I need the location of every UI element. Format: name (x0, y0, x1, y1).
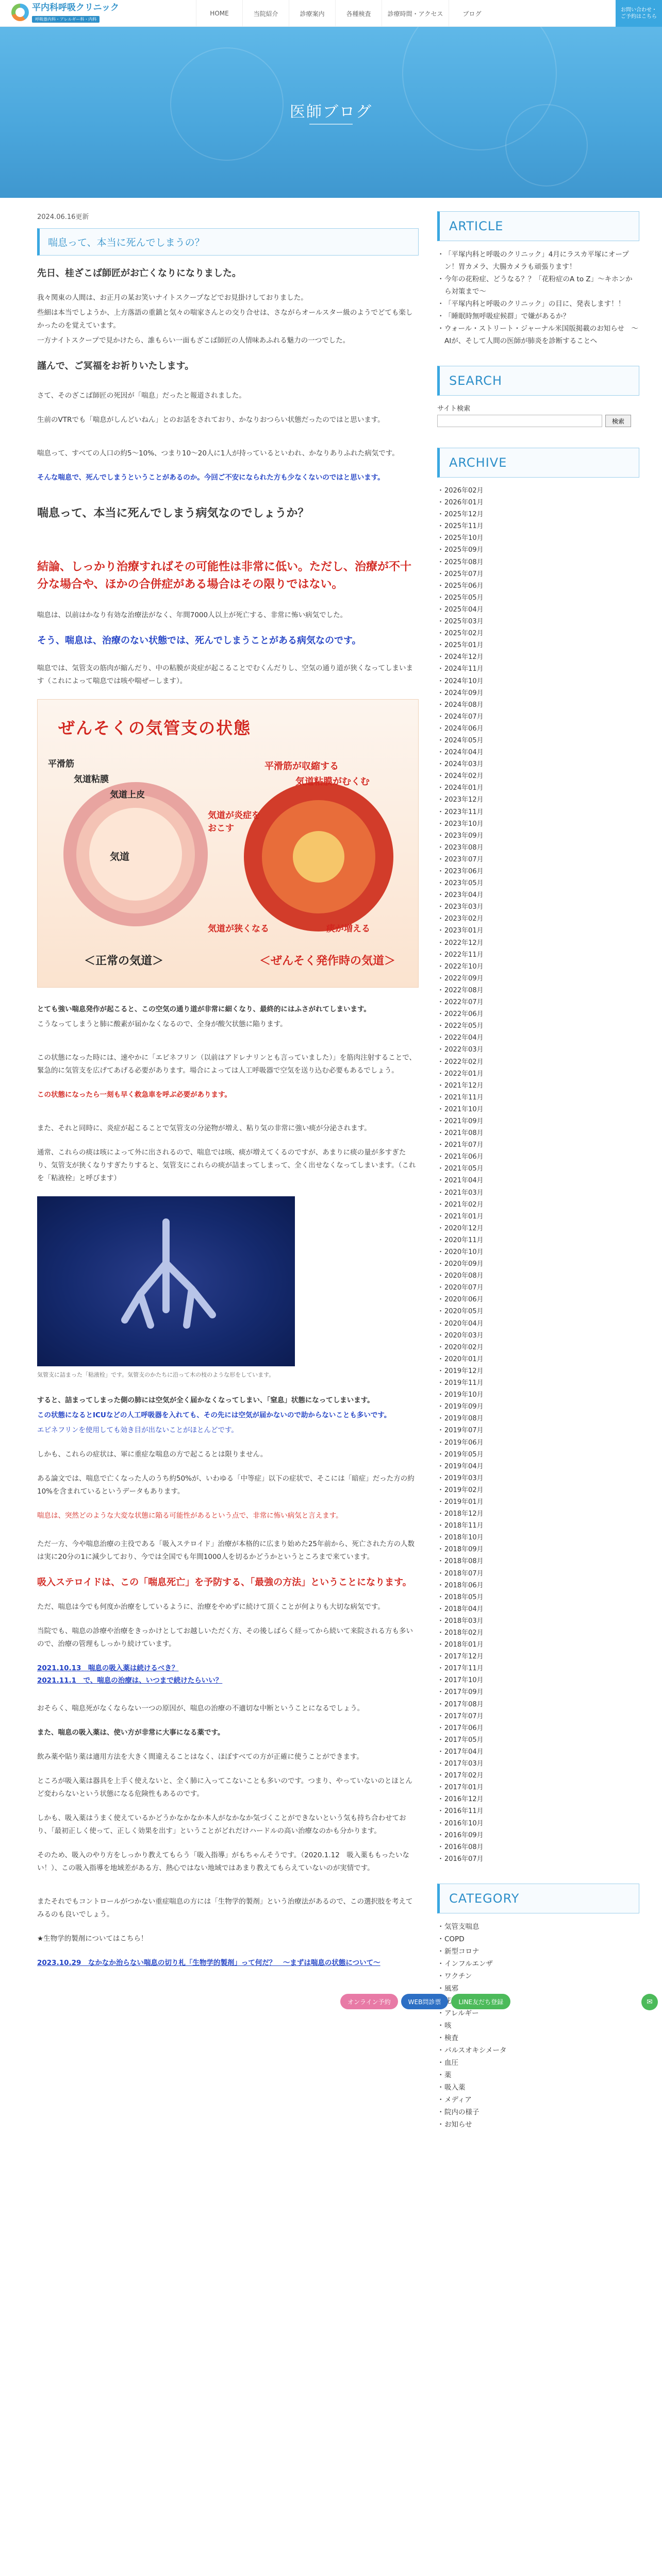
archive-link[interactable]: ・ 2021年03月 (437, 1187, 639, 1199)
page-hero (0, 27, 662, 198)
archive-link[interactable]: ・ 2021年10月 (437, 1104, 639, 1115)
archive-link[interactable]: ・ 2024年08月 (437, 699, 639, 711)
archive-link[interactable]: ・ 2016年10月 (437, 1818, 639, 1829)
related-link[interactable]: 2021.11.1 で、喘息の治療は、いつまで続けたらいい？ (37, 1676, 223, 1685)
archive-link[interactable]: ・ 2017年12月 (437, 1651, 639, 1663)
paragraph: しかも、吸入薬はうまく使えているかどうかなかなか本人がなかなか気づくことができないという気も持ち合わせており、「最初正しく使って、正しく効果を出す」ということがどれだけハードルの高い治療なのかも分かります。 (37, 1814, 406, 1835)
paragraph: すると、詰まってしまった側の肺には空気が全く届かなくなってしまい、「窒息」状態になってしまいます。 (37, 1396, 374, 1404)
paragraph: 些細は本当でしようか、上方落語の重鎮と気々の喘家さんとの交り合せは、さながらオールスター級のようでどても楽しかったのを覚えています。 (37, 309, 413, 330)
archive-heading: ARCHIVE (437, 448, 639, 478)
archive-link[interactable]: ・ 2024年10月 (437, 675, 639, 687)
category-link[interactable]: ・ お知らせ (437, 2119, 639, 2131)
fig-caption-normal: ＜正常の気道＞ (84, 955, 164, 968)
paragraph: 我々関東の人間は、お正月の某お笑いナイトスクープなどでお見掛けしておりました。 (37, 294, 308, 302)
archive-link[interactable]: ・ 2021年12月 (437, 1080, 639, 1092)
line-button[interactable]: LINE友だち登録 (451, 1994, 510, 2009)
archive-link[interactable]: ・ 2019年10月 (437, 1389, 639, 1401)
archive-link[interactable]: ・ 2024年07月 (437, 711, 639, 723)
related-link[interactable]: 2021.10.13 喘息の吸入薬は続けるべき？ (37, 1664, 179, 1672)
archive-link[interactable]: ・ 2023年02月 (437, 913, 639, 925)
paragraph: この状態になるとICUなどの人工呼吸器を入れても、その先には空気が届かないので助からないことも多いです。 (37, 1411, 391, 1419)
category-link[interactable]: ・ 薬 (437, 2069, 639, 2081)
archive-link[interactable]: ・ 2016年11月 (437, 1805, 639, 1817)
archive-link[interactable]: ・ 2021年02月 (437, 1199, 639, 1211)
archive-link[interactable]: ・ 2022年06月 (437, 1008, 639, 1020)
online-reservation-button[interactable]: オンライン予約 (340, 1994, 398, 2009)
archive-link[interactable]: ・ 2021年07月 (437, 1139, 639, 1151)
archive-link[interactable]: ・ 2017年03月 (437, 1758, 639, 1770)
archive-link[interactable]: ・ 2018年03月 (437, 1615, 639, 1627)
archive-link[interactable]: ・ 2020年07月 (437, 1282, 639, 1294)
article-list (437, 248, 639, 347)
paragraph: この状態になった時には、速やかに「エピネフリン（以前はアドレナリンとも言っていました）」を筋肉注射することで、緊急的に気管支を広げてあげる必要があります。場合によっては人工呼吸器で空気を送り込む必要もあるでしょう。 (37, 1054, 416, 1075)
category-link[interactable]: ・ 検査 (437, 2032, 639, 2044)
archive-link[interactable]: ・ 2017年04月 (437, 1746, 639, 1758)
category-link[interactable]: ・ 吸入薬 (437, 2081, 639, 2094)
emphasis: そう、喘息は、治療のない状態では、死んでしまうことがある病気なのです。 (37, 635, 361, 646)
archive-link[interactable]: ・ 2018年02月 (437, 1627, 639, 1639)
archive-link[interactable]: ・ 2018年07月 (437, 1568, 639, 1580)
archive-list (437, 485, 639, 1865)
sidebar (437, 211, 639, 2149)
archive-link[interactable]: ・ 2020年08月 (437, 1270, 639, 1282)
fig-label: 気道が狭くなる (208, 924, 269, 934)
archive-link[interactable]: ・ 2018年06月 (437, 1580, 639, 1591)
archive-link[interactable]: ・ 2022年08月 (437, 985, 639, 996)
fig-label: 痰が増える (326, 924, 370, 934)
archive-link[interactable]: ・ 2025年05月 (437, 592, 639, 604)
condolence: 謹んで、ご冥福をお祈りいたします。 (37, 361, 194, 371)
archive-link[interactable]: ・ 2020年10月 (437, 1246, 639, 1258)
archive-link[interactable]: ・ 2025年10月 (437, 532, 639, 544)
archive-link[interactable]: ・ 2018年12月 (437, 1508, 639, 1520)
archive-link[interactable]: ・ 2019年01月 (437, 1496, 639, 1508)
archive-link[interactable]: ・ 2020年01月 (437, 1353, 639, 1365)
logo-text: 平内科呼吸クリニック (32, 2, 119, 13)
archive-link[interactable]: ・ 2022年05月 (437, 1020, 639, 1032)
mucus-plug-image (37, 1196, 295, 1366)
archive-link[interactable]: ・ 2023年05月 (437, 877, 639, 889)
archive-link[interactable]: ・ 2017年02月 (437, 1770, 639, 1782)
archive-link[interactable]: ・ 2025年07月 (437, 568, 639, 580)
search-form (437, 415, 639, 427)
archive-link[interactable]: ・ 2022年03月 (437, 1044, 639, 1056)
nav-about[interactable]: 当院紹介 (242, 0, 289, 27)
archive-link[interactable]: ・ 2024年04月 (437, 747, 639, 758)
paragraph: おそらく、喘息死がなくならない一つの原因が、喘息の治療の不適切な中断ということになるでしょう。 (37, 1704, 365, 1713)
search-button[interactable]: 検索 (605, 415, 631, 427)
nav-access[interactable]: 診療時間・アクセス (382, 0, 449, 27)
archive-link[interactable]: ・ 2023年06月 (437, 866, 639, 877)
archive-link[interactable]: ・ 2023年12月 (437, 794, 639, 806)
archive-link[interactable]: ・ 2022年10月 (437, 961, 639, 973)
archive-link[interactable]: ・ 2018年08月 (437, 1555, 639, 1567)
archive-link[interactable]: ・ 2017年07月 (437, 1710, 639, 1722)
archive-link[interactable]: ・ 2021年11月 (437, 1092, 639, 1104)
bronchial-tree-icon (109, 1217, 223, 1330)
fig-label: 気道が炎症をおこす (208, 810, 260, 834)
paragraph: 喘息は、以前はかなり有効な治療法がなく、年間7000人以上が死亡する、非常に怖い病気でした。 (37, 611, 347, 619)
category-link[interactable]: ・ 風邪 (437, 1982, 639, 1995)
chat-icon[interactable]: ✉ (641, 1994, 658, 2010)
archive-link[interactable]: ・ 2024年06月 (437, 723, 639, 735)
section-heading: 結論、しっかり治療すればその可能性は非常に低い。ただし、治療が不十分な場合や、ほかの合併症がある場合はその限りではない。 (37, 561, 412, 591)
site-header (0, 0, 662, 27)
paragraph: この状態になったら一刻も早く救急車を呼ぶ必要があります。 (37, 1091, 231, 1099)
archive-link[interactable]: ・ 2016年07月 (437, 1853, 639, 1865)
page-title: 医師ブログ (290, 103, 372, 121)
floating-cta (340, 1994, 510, 2009)
archive-link[interactable]: ・ 2018年05月 (437, 1591, 639, 1603)
archive-link[interactable]: ・ 2025年12月 (437, 509, 639, 520)
article-link[interactable]: ・ 「平塚内科と呼吸のクリニック」の目に、発表します！！ (437, 298, 639, 310)
post-date: 2024.06.16更新 (37, 213, 89, 221)
archive-link[interactable]: ・ 2023年11月 (437, 806, 639, 818)
archive-link[interactable]: ・ 2025年03月 (437, 616, 639, 628)
section-heading: 喘息って、本当に死んでしまう病気なのでしょうか？ (37, 507, 309, 520)
search-input[interactable] (437, 415, 602, 427)
paragraph: こうなってしまうと肺に酸素が届かなくなるので、全身が酸欠状態に陥ります。 (37, 1020, 287, 1028)
paragraph: 喘息って、すべての人口の約5〜10%、つまり10〜20人に1人が持っているといわれ、かなりありふれた病気です。 (37, 449, 399, 457)
archive-link[interactable]: ・ 2023年04月 (437, 889, 639, 901)
archive-link[interactable]: ・ 2017年10月 (437, 1674, 639, 1686)
archive-link[interactable]: ・ 2020年06月 (437, 1294, 639, 1306)
archive-link[interactable]: ・ 2019年11月 (437, 1377, 639, 1389)
post-lead: 先日、桂ざこば師匠がお亡くなりになりました。 (37, 268, 241, 279)
archive-link[interactable]: ・ 2020年09月 (437, 1258, 639, 1270)
archive-link[interactable]: ・ 2024年09月 (437, 687, 639, 699)
archive-link[interactable]: ・ 2019年12月 (437, 1365, 639, 1377)
paragraph: 通常、これらの痰は咳によって外に出されるので、喘息では咳、痰が増えてくるのですが、あまりに痰の量が多すぎたり、気管支が狭くなりすぎたりすると、気管支にこれらの痰が詰まってしまって、全く出せなくなってしまいます。（これを「粘液栓」と呼びます） (37, 1148, 416, 1182)
related-links (37, 1957, 419, 1969)
archive-link[interactable]: ・ 2020年12月 (437, 1223, 639, 1234)
post-title: 喘息って、本当に死んでしまうの？ (37, 228, 419, 256)
category-link[interactable]: ・ 咳 (437, 2020, 639, 2032)
fig-label: 気道粘膜 (74, 774, 109, 785)
archive-link[interactable]: ・ 2018年11月 (437, 1520, 639, 1532)
fig-label: 平滑筋が収縮する (264, 761, 339, 772)
figure-title: ぜんそくの気管支の状態 (58, 718, 252, 738)
archive-link[interactable]: ・ 2024年03月 (437, 758, 639, 770)
paragraph: そんな喘息で、死んでしまうということがあるのか。今回ご不安になられた方も少なくないのではと思います。 (37, 473, 385, 482)
fig-label: 気道粘膜がむくむ (295, 776, 370, 787)
archive-link[interactable]: ・ 2025年09月 (437, 544, 639, 556)
nav-services[interactable]: 診療案内 (289, 0, 335, 27)
archive-link[interactable]: ・ 2017年11月 (437, 1663, 639, 1674)
archive-link[interactable]: ・ 2022年11月 (437, 949, 639, 961)
archive-link[interactable]: ・ 2019年07月 (437, 1425, 639, 1436)
nav-home[interactable]: HOME (196, 0, 242, 27)
archive-link[interactable]: ・ 2019年04月 (437, 1461, 639, 1472)
archive-link[interactable]: ・ 2022年12月 (437, 937, 639, 949)
archive-link[interactable]: ・ 2022年07月 (437, 996, 639, 1008)
archive-link[interactable]: ・ 2023年09月 (437, 830, 639, 842)
archive-link[interactable]: ・ 2025年01月 (437, 639, 639, 651)
emphasis: 吸入ステロイドは、この「喘息死亡」を予防する、「最強の方法」ということになります。 (37, 1577, 412, 1588)
category-link[interactable]: ・ 新型コロナ (437, 1945, 639, 1958)
nav-blog[interactable]: ブログ (449, 0, 495, 27)
paragraph: ★生物学的製剤についてはこちら！ (37, 1935, 148, 1943)
archive-link[interactable]: ・ 2020年11月 (437, 1234, 639, 1246)
fig-label: 気道上皮 (110, 790, 145, 800)
archive-link[interactable]: ・ 2017年01月 (437, 1782, 639, 1793)
archive-link[interactable]: ・ 2025年11月 (437, 520, 639, 532)
category-link[interactable]: ・ 気管支喘息 (437, 1921, 639, 1933)
archive-link[interactable]: ・ 2024年11月 (437, 663, 639, 675)
archive-link[interactable]: ・ 2016年09月 (437, 1829, 639, 1841)
article-heading: ARTICLE (437, 211, 639, 241)
archive-link[interactable]: ・ 2019年02月 (437, 1484, 639, 1496)
archive-link[interactable]: ・ 2023年01月 (437, 925, 639, 937)
category-link[interactable]: ・ インフルエンザ (437, 1958, 639, 1970)
archive-link[interactable]: ・ 2021年04月 (437, 1175, 639, 1187)
archive-link[interactable]: ・ 2017年05月 (437, 1734, 639, 1746)
image-caption: 気管支に詰まった「粘液栓」です。気管支のかたちに沿って木の枝のような形をしています。 (37, 1371, 275, 1378)
archive-link[interactable]: ・ 2025年04月 (437, 604, 639, 616)
web-questionnaire-button[interactable]: WEB問診票 (401, 1994, 449, 2009)
paragraph: しかも、これらの症状は、軍に重症な喘息の方で起こるとは限りません。 (37, 1450, 268, 1459)
category-link[interactable]: ・ 血圧 (437, 2057, 639, 2069)
paragraph: 生前のVTRでも「喘息がしんどいねん」とのお話をされており、かなりおつらい状態だったのではと思います。 (37, 416, 385, 424)
archive-link[interactable]: ・ 2020年05月 (437, 1306, 639, 1317)
paragraph: エピネフリンを使用しても効き目が出ないことがほとんどです。 (37, 1426, 238, 1434)
archive-link[interactable]: ・ 2021年05月 (437, 1163, 639, 1175)
article-link[interactable]: ・ 「平塚内科と呼吸のクリニック」4月にラスカ平塚にオープン！胃カメラ、大腸カメラも頑張ります！ (437, 248, 639, 273)
paragraph: さて、そのざこば師匠の死因が「喘息」だったと報道されました。 (37, 392, 246, 400)
archive-link[interactable]: ・ 2026年01月 (437, 497, 639, 509)
paragraph: 当院でも、喘息の診療や治療をきっかけとしてお越しいただく方、その後しばらく経ってから続いて来院される方も多いので、治療の管理もしっかり続けています。 (37, 1627, 413, 1648)
paragraph: また、喘息の吸入薬は、使い方が非常に大事になる薬です。 (37, 1728, 225, 1737)
archive-link[interactable]: ・ 2017年06月 (437, 1722, 639, 1734)
asthma-bronchus-figure (37, 699, 419, 988)
nav-tests[interactable]: 各種検査 (335, 0, 382, 27)
paragraph: また、それと同時に、炎症が起こることで気管支の分泌物が増え、粘り気の非常に強い痰が分泌されます。 (37, 1124, 371, 1132)
archive-link[interactable]: ・ 2023年08月 (437, 842, 639, 854)
archive-link[interactable]: ・ 2024年05月 (437, 735, 639, 747)
archive-link[interactable]: ・ 2023年10月 (437, 818, 639, 830)
archive-link[interactable]: ・ 2016年12月 (437, 1793, 639, 1805)
archive-link[interactable]: ・ 2022年01月 (437, 1068, 639, 1080)
paragraph: 喘息は、突然どのような大変な状態に陥る可能性があるという点で、非常に怖い病気と言えます。 (37, 1512, 343, 1520)
contact-button[interactable]: お問い合わせ・ご予約はこちら (616, 0, 662, 27)
site-logo[interactable] (11, 2, 119, 23)
archive-link[interactable]: ・ 2019年08月 (437, 1413, 639, 1425)
paragraph: 一方ナイトスクープで見かけたら、誰もらい一面もざこば師匠の人情味あふれる魅力の一つでした。 (37, 336, 350, 345)
fig-label: 気道 (110, 851, 130, 862)
search-heading: SEARCH (437, 366, 639, 396)
related-link[interactable]: 2023.10.29 なかなか治らない喘息の切り札「生物学的製剤」って何だ？ 〜まずは喘息の状態について〜 (37, 1959, 380, 1967)
paragraph: ところが吸入薬は器具を上手く使えないと、全く肺に入ってこないことも多いのです。つまり、やっていないのとほとんど変わらないという状態になる危険性もあるのです。 (37, 1777, 412, 1798)
paragraph: ただ、喘息は今でも何度か治療をしているように、治療をやめずに続けて頂くことが何よりも大切な病気です。 (37, 1603, 385, 1611)
related-links (37, 1662, 419, 1687)
archive-link[interactable]: ・ 2025年08月 (437, 556, 639, 568)
category-link[interactable]: ・ アレルギー (437, 2007, 639, 2020)
article-link[interactable]: ・ 「睡眠時無呼吸症候群」で嫌があるか？ (437, 310, 639, 323)
logo-sub: 呼吸器内科・アレルギー科・内科 (32, 16, 100, 23)
archive-link[interactable]: ・ 2018年04月 (437, 1603, 639, 1615)
archive-link[interactable]: ・ 2026年02月 (437, 485, 639, 497)
category-link[interactable]: ・ ワクチン (437, 1970, 639, 1982)
title-underline (309, 124, 353, 125)
logo-icon (11, 4, 29, 21)
archive-link[interactable]: ・ 2018年09月 (437, 1544, 639, 1555)
archive-link[interactable]: ・ 2018年01月 (437, 1639, 639, 1651)
archive-link[interactable]: ・ 2022年02月 (437, 1056, 639, 1068)
archive-link[interactable]: ・ 2024年12月 (437, 651, 639, 663)
paragraph: そのため、吸入のやり方をしっかり教えてもらう「吸入指導」がもちゃんそうです。（2020.1.12 吸入薬ももったいない！）、この吸入指導を地域差がある方、熱心ではない地域ではあまり教えてもらえていないのが実情です。 (37, 1851, 409, 1872)
paragraph: またそれでもコントロールがつかない重症喘息の方には「生物学的製剤」という治療法があるので、この選択肢を考えてみるのも良いでしょう。 (37, 1897, 413, 1919)
category-link[interactable]: ・ COPD (437, 1933, 639, 1945)
article-link[interactable]: ・ 今年の花粉症、どうなる？？「花粉症のA to Z」〜キホンから対策まで〜 (437, 273, 639, 298)
archive-link[interactable]: ・ 2019年06月 (437, 1437, 639, 1449)
archive-link[interactable]: ・ 2022年09月 (437, 973, 639, 985)
paragraph: 飲み薬や貼り薬は適用方法を大きく間違えることはなく、ほぼすべての方が正確に使うことができます。 (37, 1753, 363, 1761)
category-link[interactable]: ・ メディア (437, 2094, 639, 2106)
archive-link[interactable]: ・ 2019年05月 (437, 1449, 639, 1461)
archive-link[interactable]: ・ 2020年03月 (437, 1330, 639, 1342)
archive-link[interactable]: ・ 2025年02月 (437, 628, 639, 639)
category-link[interactable]: ・ パルスオキシメータ (437, 2044, 639, 2057)
paragraph: 喘息では、気管支の筋肉が縮んだり、中の粘膜が炎症が起こることでむくんだりし、空気の通り道が狭くなってしまいます（これによって喘息では咳や喘ぜーします）。 (37, 664, 413, 685)
archive-link[interactable]: ・ 2021年08月 (437, 1127, 639, 1139)
archive-link[interactable]: ・ 2023年03月 (437, 901, 639, 913)
archive-link[interactable]: ・ 2019年09月 (437, 1401, 639, 1413)
archive-link[interactable]: ・ 2025年06月 (437, 580, 639, 592)
search-label: サイト検索 (437, 405, 471, 413)
archive-link[interactable]: ・ 2019年03月 (437, 1472, 639, 1484)
archive-link[interactable]: ・ 2016年08月 (437, 1841, 639, 1853)
category-list (437, 1921, 639, 2131)
main-nav (196, 0, 495, 27)
fig-caption-attack: ＜ぜんそく発作時の気道＞ (259, 955, 396, 968)
paragraph: ただ一方、今や喘息治療の主役である「吸入ステロイド」治療が本格的に広まり始めた25年前から、死亡された方の人数は実に20分の1に減少しており、今では全国でも年間1000人を切るかどうかというところまで来ています。 (37, 1540, 415, 1561)
fig-label: 平滑筋 (48, 759, 74, 769)
archive-link[interactable]: ・ 2021年09月 (437, 1115, 639, 1127)
archive-link[interactable]: ・ 2024年02月 (437, 770, 639, 782)
archive-link[interactable]: ・ 2017年09月 (437, 1686, 639, 1698)
paragraph: とても強い喘息発作が起こると、この空気の通り道が非常に細くなり、最終的にはふさがれてしまいます。 (37, 1005, 371, 1013)
archive-link[interactable]: ・ 2018年10月 (437, 1532, 639, 1544)
archive-link[interactable]: ・ 2023年07月 (437, 854, 639, 866)
archive-link[interactable]: ・ 2024年01月 (437, 782, 639, 794)
paragraph: ある論文では、喘息で亡くなった人のうち約50%が、いわゆる「中等症」以下の症状で、そこには「暗症」だった方の約10%を含まれているというデータもあります。 (37, 1475, 415, 1496)
archive-link[interactable]: ・ 2017年08月 (437, 1699, 639, 1710)
article-link[interactable]: ・ ウォール・ストリート・ジャーナル米国版掲載のお知らせ 〜AIが、そして人間の医師が肺炎を診断することへ (437, 323, 639, 347)
archive-link[interactable]: ・ 2020年04月 (437, 1318, 639, 1330)
archive-link[interactable]: ・ 2020年02月 (437, 1342, 639, 1353)
archive-link[interactable]: ・ 2021年01月 (437, 1211, 639, 1223)
blog-article (37, 211, 419, 1969)
archive-link[interactable]: ・ 2022年04月 (437, 1032, 639, 1044)
archive-link[interactable]: ・ 2021年06月 (437, 1151, 639, 1163)
category-link[interactable]: ・ 院内の様子 (437, 2106, 639, 2119)
category-heading: CATEGORY (437, 1884, 639, 1913)
